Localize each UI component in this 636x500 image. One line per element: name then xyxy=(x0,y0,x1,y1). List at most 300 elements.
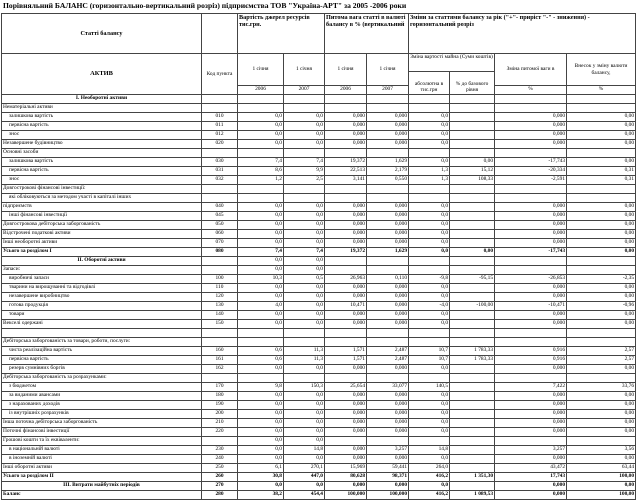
row-value: 0,0 xyxy=(238,419,284,428)
row-value xyxy=(325,149,367,158)
page-title: Порівняльний БАЛАНС (горизонтально-вертикальний розріз) підприємства ТОВ "Україна-АРТ" за 2005 -2006 роки xyxy=(3,1,407,10)
row-value: -20,334 xyxy=(495,167,567,176)
row-value: 0,0 xyxy=(409,230,450,239)
row-value: 0,000 xyxy=(325,446,367,455)
row-value xyxy=(367,104,409,113)
table-row xyxy=(2,374,636,383)
row-value: 0,0 xyxy=(409,284,450,293)
row-label: підприємств xyxy=(2,203,202,212)
row-value: 0,000 xyxy=(495,491,567,500)
row-code: 210 xyxy=(202,419,238,428)
row-value xyxy=(567,95,636,104)
row-value: 0,0 xyxy=(238,482,284,491)
table-row xyxy=(2,419,636,428)
row-label: первісна вартість xyxy=(2,356,202,365)
table-row xyxy=(2,185,636,194)
row-label xyxy=(2,329,202,338)
table-row xyxy=(2,248,636,257)
row-value: 0,0 xyxy=(284,266,325,275)
row-value xyxy=(567,149,636,158)
table-row xyxy=(2,194,636,203)
row-value: 0,0 xyxy=(238,239,284,248)
row-value xyxy=(450,203,495,212)
row-value: 1 351,30 xyxy=(450,473,495,482)
row-label: Поточні фінансові інвестиції xyxy=(2,428,202,437)
row-label: Інші необоротні активи xyxy=(2,239,202,248)
row-value: 0,000 xyxy=(325,419,367,428)
row-value: 7,4 xyxy=(238,248,284,257)
row-label: Баланс xyxy=(2,491,202,500)
table-row xyxy=(2,383,636,392)
row-code: 230 xyxy=(202,446,238,455)
row-code: 220 xyxy=(202,428,238,437)
row-value: 264,0 xyxy=(409,464,450,473)
row-value xyxy=(450,104,495,113)
row-value: 6,1 xyxy=(238,464,284,473)
row-value: 0,5 xyxy=(284,275,325,284)
row-value xyxy=(284,329,325,338)
row-value: 10,7 xyxy=(409,356,450,365)
table-row xyxy=(2,356,636,365)
row-value xyxy=(495,194,567,203)
row-value xyxy=(450,338,495,347)
row-value xyxy=(495,104,567,113)
row-value: 0,0 xyxy=(238,284,284,293)
table-row xyxy=(2,113,636,122)
row-value: 0,000 xyxy=(325,122,367,131)
row-label: Запаси: xyxy=(2,266,202,275)
row-value: 0,000 xyxy=(495,428,567,437)
row-value xyxy=(495,374,567,383)
row-value: 0,000 xyxy=(367,221,409,230)
row-value: 0,000 xyxy=(367,140,409,149)
row-value: 0,0 xyxy=(409,131,450,140)
table-row xyxy=(2,212,636,221)
row-code xyxy=(202,266,238,275)
row-value: 1 089,53 xyxy=(450,491,495,500)
row-value: 63,44 xyxy=(567,464,636,473)
row-value: 0,0 xyxy=(238,437,284,446)
row-value: 1,629 xyxy=(367,248,409,257)
row-value: 38,2 xyxy=(238,491,284,500)
row-value: 9,8 xyxy=(238,383,284,392)
row-code: 011 xyxy=(202,122,238,131)
row-value: 3,56 xyxy=(567,446,636,455)
row-value: 0,00 xyxy=(567,221,636,230)
row-code: 050 xyxy=(202,221,238,230)
row-value: 8,6 xyxy=(238,167,284,176)
row-value xyxy=(450,149,495,158)
row-value: 0,000 xyxy=(495,293,567,302)
row-value: 3,257 xyxy=(495,446,567,455)
table-row xyxy=(2,167,636,176)
row-value: 0,0 xyxy=(409,203,450,212)
row-value xyxy=(367,329,409,338)
row-value xyxy=(567,338,636,347)
table-body xyxy=(2,95,636,500)
row-value: 9,9 xyxy=(284,167,325,176)
row-label: з бюджетом xyxy=(2,383,202,392)
row-label: інші фінансові інвестиції xyxy=(2,212,202,221)
row-value: 0,6 xyxy=(238,347,284,356)
row-value xyxy=(367,374,409,383)
row-value xyxy=(238,329,284,338)
row-code xyxy=(202,257,238,266)
header-start-1: 1 січня xyxy=(238,54,284,86)
row-value: 0,000 xyxy=(325,113,367,122)
row-value xyxy=(567,185,636,194)
row-value: 0,0 xyxy=(409,455,450,464)
row-value xyxy=(284,149,325,158)
row-label: які обліковуються за методом участі в капіталі інших xyxy=(2,194,202,203)
row-value: 0,000 xyxy=(495,365,567,374)
row-value: 0,0 xyxy=(238,401,284,410)
row-value: 0,000 xyxy=(495,221,567,230)
row-value xyxy=(450,401,495,410)
row-value: 3,257 xyxy=(367,446,409,455)
row-code: 280 xyxy=(202,491,238,500)
table-row xyxy=(2,491,636,500)
row-value: 0,0 xyxy=(409,401,450,410)
table-row xyxy=(2,149,636,158)
row-value xyxy=(238,149,284,158)
row-value: 0,000 xyxy=(367,320,409,329)
row-value: 0,000 xyxy=(367,131,409,140)
row-code: 150 xyxy=(202,320,238,329)
row-value: -2,591 xyxy=(495,176,567,185)
row-value: 2,179 xyxy=(367,167,409,176)
row-label: знос xyxy=(2,176,202,185)
row-value: 0,0 xyxy=(238,122,284,131)
row-value: 0,000 xyxy=(367,311,409,320)
row-code xyxy=(202,329,238,338)
row-value xyxy=(567,437,636,446)
row-value xyxy=(450,329,495,338)
row-value: 270,1 xyxy=(284,464,325,473)
table-row xyxy=(2,284,636,293)
row-value: 0,000 xyxy=(367,455,409,464)
row-value: -2,35 xyxy=(567,275,636,284)
row-value: 100,00 xyxy=(567,491,636,500)
row-value xyxy=(567,257,636,266)
row-value: 0,000 xyxy=(495,311,567,320)
row-value: 0,00 xyxy=(450,158,495,167)
row-value: 0,0 xyxy=(238,221,284,230)
row-value: 0,0 xyxy=(409,392,450,401)
row-value xyxy=(325,194,367,203)
row-value xyxy=(450,293,495,302)
row-value: 0,0 xyxy=(238,392,284,401)
row-label: знос xyxy=(2,131,202,140)
header-year-3: 2006 xyxy=(325,86,367,95)
row-value xyxy=(450,464,495,473)
row-value: 0,0 xyxy=(284,392,325,401)
row-value: 0,00 xyxy=(567,410,636,419)
row-value: 0,000 xyxy=(367,203,409,212)
table-row xyxy=(2,95,636,104)
row-value: 0,6 xyxy=(238,356,284,365)
row-value: 0,000 xyxy=(325,239,367,248)
row-value: 0,916 xyxy=(495,347,567,356)
row-value: 0,0 xyxy=(409,113,450,122)
row-value xyxy=(238,338,284,347)
table-row xyxy=(2,446,636,455)
row-label: залишкова вартість xyxy=(2,113,202,122)
row-value: 0,0 xyxy=(409,311,450,320)
row-value: -10,471 xyxy=(495,302,567,311)
row-value: 0,000 xyxy=(367,212,409,221)
row-code: 260 xyxy=(202,473,238,482)
row-value: 0,00 xyxy=(567,113,636,122)
row-value: 0,00 xyxy=(567,284,636,293)
row-value xyxy=(567,266,636,275)
row-value xyxy=(450,212,495,221)
row-value: 59,441 xyxy=(367,464,409,473)
row-value: 30,8 xyxy=(238,473,284,482)
row-code: 170 xyxy=(202,383,238,392)
header-contrib: Внесок у зміну валюти балансу, xyxy=(567,54,636,86)
row-label: тварини на вирощуванні та відгодівлі xyxy=(2,284,202,293)
table-row xyxy=(2,104,636,113)
row-value xyxy=(450,374,495,383)
row-label: Грошові кошти та їх еквіваленти: xyxy=(2,437,202,446)
row-label: ІІІ. Витрати майбутніх періодів xyxy=(2,482,202,491)
row-value: 0,000 xyxy=(325,203,367,212)
row-label: Дебіторська заборгованість за розрахунками: xyxy=(2,374,202,383)
row-value: 0,0 xyxy=(284,365,325,374)
row-value xyxy=(567,329,636,338)
row-value xyxy=(495,95,567,104)
row-value xyxy=(450,194,495,203)
row-code xyxy=(202,374,238,383)
row-value: 0,0 xyxy=(238,455,284,464)
row-value xyxy=(325,95,367,104)
row-value: 0,0 xyxy=(284,239,325,248)
row-value xyxy=(450,437,495,446)
row-value: 0,110 xyxy=(367,275,409,284)
row-value xyxy=(450,266,495,275)
row-value: 0,00 xyxy=(567,212,636,221)
row-value: 0,0 xyxy=(284,284,325,293)
row-label: в іноземній валюті xyxy=(2,455,202,464)
row-value: 0,000 xyxy=(325,401,367,410)
row-label: Довгострокові фінансові інвестиції: xyxy=(2,185,202,194)
row-value xyxy=(450,95,495,104)
row-value xyxy=(450,320,495,329)
table-row xyxy=(2,158,636,167)
row-value: 0,0 xyxy=(409,221,450,230)
row-value: 7,4 xyxy=(284,158,325,167)
row-label: виробничі запаси xyxy=(2,275,202,284)
row-value: 0,0 xyxy=(409,293,450,302)
row-value: 0,00 xyxy=(567,140,636,149)
row-value xyxy=(450,221,495,230)
row-value: 0,0 xyxy=(238,365,284,374)
row-value xyxy=(450,284,495,293)
row-value xyxy=(367,185,409,194)
row-code: 100 xyxy=(202,275,238,284)
table-row xyxy=(2,203,636,212)
row-value xyxy=(450,311,495,320)
row-value xyxy=(367,149,409,158)
header-aktyv: АКТИВ xyxy=(2,54,202,95)
row-value: 0,000 xyxy=(325,428,367,437)
row-value: 0,000 xyxy=(325,365,367,374)
header-change: Зміни за статтями балансу за рік ("+"- приріст "-" - зниження) - горизонтальний розріз xyxy=(409,14,636,54)
row-value: 0,0 xyxy=(238,266,284,275)
row-code: 250 xyxy=(202,464,238,473)
row-value: 1,571 xyxy=(325,356,367,365)
row-value: 0,00 xyxy=(567,428,636,437)
row-value: 0,000 xyxy=(495,482,567,491)
row-value xyxy=(450,185,495,194)
row-value: 0,000 xyxy=(495,419,567,428)
row-value: 25,654 xyxy=(325,383,367,392)
row-value: 140,5 xyxy=(409,383,450,392)
header-year-1: 2006 xyxy=(238,86,284,95)
row-value: -17,743 xyxy=(495,158,567,167)
row-value xyxy=(284,338,325,347)
row-value: 0,000 xyxy=(367,365,409,374)
row-value xyxy=(409,185,450,194)
row-value xyxy=(409,194,450,203)
row-value xyxy=(409,266,450,275)
row-value: 0,00 xyxy=(567,293,636,302)
row-value xyxy=(450,446,495,455)
row-value xyxy=(325,437,367,446)
row-value: 100,000 xyxy=(367,491,409,500)
row-value: 2,5 xyxy=(284,176,325,185)
table-row xyxy=(2,302,636,311)
row-value: 0,000 xyxy=(325,392,367,401)
header-sum-change: Зміна вартості майна (Суми коштів) xyxy=(409,54,495,72)
row-code: 070 xyxy=(202,239,238,248)
row-value: 14,8 xyxy=(409,446,450,455)
row-value: 0,0 xyxy=(284,302,325,311)
row-value: 0,0 xyxy=(284,230,325,239)
row-value xyxy=(450,383,495,392)
row-value: 15,12 xyxy=(450,167,495,176)
row-value: 0,000 xyxy=(367,428,409,437)
header-value: Вартість джерел ресурсів тис.грн. xyxy=(238,14,325,54)
row-value: 1 783,33 xyxy=(450,347,495,356)
row-label: чиста реалізаційна вартість xyxy=(2,347,202,356)
row-label: Інші оборотні активи xyxy=(2,464,202,473)
header-pct-2: % xyxy=(567,86,636,95)
row-value: 0,000 xyxy=(325,212,367,221)
row-label: за виданими авансами xyxy=(2,392,202,401)
row-code: 110 xyxy=(202,284,238,293)
row-value: 0,00 xyxy=(567,482,636,491)
row-value: 0,0 xyxy=(409,320,450,329)
row-code: 130 xyxy=(202,302,238,311)
row-value: 0,000 xyxy=(495,455,567,464)
row-value: 3,141 xyxy=(325,176,367,185)
row-value: 0,0 xyxy=(284,257,325,266)
row-value: 33,077 xyxy=(367,383,409,392)
row-value: 2,57 xyxy=(567,347,636,356)
row-code: 160 xyxy=(202,347,238,356)
row-value: 0,0 xyxy=(238,311,284,320)
row-value: 0,31 xyxy=(567,167,636,176)
row-label: товари xyxy=(2,311,202,320)
row-value: 0,000 xyxy=(495,284,567,293)
row-value xyxy=(325,266,367,275)
table-row xyxy=(2,293,636,302)
row-value xyxy=(567,374,636,383)
row-value: 0,0 xyxy=(238,428,284,437)
row-value: 0,000 xyxy=(367,239,409,248)
row-value: 0,000 xyxy=(325,131,367,140)
row-value: -4,0 xyxy=(409,302,450,311)
row-value xyxy=(495,257,567,266)
table-row xyxy=(2,347,636,356)
row-value: 0,0 xyxy=(284,122,325,131)
balance-table xyxy=(1,13,636,500)
header-articles: Статті балансу xyxy=(2,14,202,54)
table-row xyxy=(2,482,636,491)
table-row xyxy=(2,122,636,131)
row-value: 0,00 xyxy=(567,239,636,248)
row-value: 0,000 xyxy=(325,284,367,293)
row-value: 0,0 xyxy=(284,221,325,230)
row-label: готова продукція xyxy=(2,302,202,311)
row-value: 0,0 xyxy=(284,455,325,464)
row-value: 0,000 xyxy=(367,302,409,311)
row-value xyxy=(238,374,284,383)
row-value: 0,000 xyxy=(495,410,567,419)
row-value xyxy=(284,194,325,203)
row-label: ІІ. Оборотні активи xyxy=(2,257,202,266)
row-code: 032 xyxy=(202,176,238,185)
row-value: 0,000 xyxy=(367,401,409,410)
row-label: Відстрочені податкові активи xyxy=(2,230,202,239)
row-value xyxy=(450,131,495,140)
row-value xyxy=(495,437,567,446)
row-value: 4,0 xyxy=(238,302,284,311)
row-label: резерв сумнівних боргів xyxy=(2,365,202,374)
row-value xyxy=(495,149,567,158)
row-value: 0,000 xyxy=(325,410,367,419)
row-code xyxy=(202,104,238,113)
row-value: 0,000 xyxy=(495,212,567,221)
row-value: 0,000 xyxy=(325,311,367,320)
row-value: 0,0 xyxy=(284,410,325,419)
row-value xyxy=(495,329,567,338)
row-value: 0,0 xyxy=(409,365,450,374)
row-value: 447,0 xyxy=(284,473,325,482)
row-value: -0,96 xyxy=(567,302,636,311)
row-value: 0,000 xyxy=(495,239,567,248)
row-value xyxy=(409,329,450,338)
row-label: Нематеріальні активи xyxy=(2,104,202,113)
row-value: 416,2 xyxy=(409,491,450,500)
table-row xyxy=(2,221,636,230)
row-value: 416,2 xyxy=(409,473,450,482)
row-value: 17,743 xyxy=(495,473,567,482)
row-value: 0,000 xyxy=(495,140,567,149)
row-value: 0,0 xyxy=(284,113,325,122)
table-row xyxy=(2,401,636,410)
row-value xyxy=(450,428,495,437)
row-value: 0,000 xyxy=(367,410,409,419)
row-value xyxy=(567,194,636,203)
row-code: 045 xyxy=(202,212,238,221)
row-value xyxy=(238,185,284,194)
row-value: 0,00 xyxy=(567,392,636,401)
row-value: 0,0 xyxy=(238,140,284,149)
table-row xyxy=(2,176,636,185)
